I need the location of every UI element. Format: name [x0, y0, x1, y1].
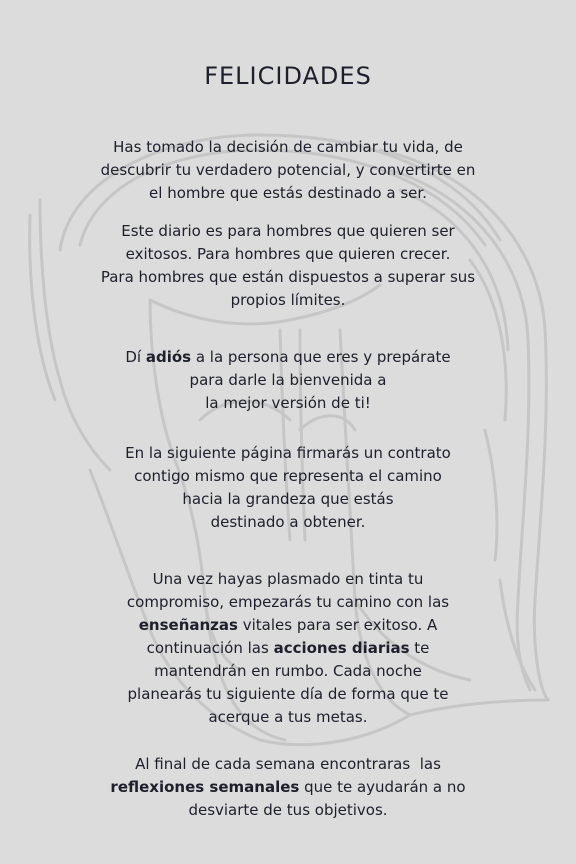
journey-bold: acciones diarias	[273, 639, 410, 657]
intro-paragraph	[60, 136, 516, 205]
weekly-line: desviarte de tus objetivos.	[188, 801, 388, 819]
journey-pre: continuación las	[146, 639, 274, 657]
audience-line: Para hombres que están dispuestos a superar sus	[100, 268, 476, 286]
journey-line: compromiso, empezarás tu camino con las	[126, 593, 450, 611]
contract-line: hacia la grandeza que estás	[182, 490, 394, 508]
contract-line: contigo mismo que representa el camino	[134, 467, 442, 485]
contract-line: En la siguiente página firmarás un contrato	[125, 444, 451, 462]
goodbye-bold: adiós	[145, 348, 192, 366]
weekly-paragraph	[60, 753, 516, 822]
journey-post: te	[409, 639, 430, 657]
audience-line: propios límites.	[230, 291, 346, 309]
intro-line: Has tomado la decisión de cambiar tu vida, de	[113, 138, 463, 156]
audience-line: Este diario es para hombres que quieren ser	[121, 222, 455, 240]
intro-line: el hombre que estás destinado a ser.	[149, 184, 427, 202]
goodbye-line: la mejor versión de ti!	[205, 394, 371, 412]
journey-post: vitales para ser exitoso. A	[237, 616, 438, 634]
goodbye-paragraph	[60, 346, 516, 415]
journey-line: mantendrán en rumbo. Cada noche	[154, 662, 422, 680]
goodbye-post: a la persona que eres y prepárate	[191, 348, 451, 366]
journey-line: Una vez hayas plasmado en tinta tu	[152, 570, 424, 588]
weekly-post: que te ayudarán a no	[299, 778, 466, 796]
weekly-line	[60, 776, 516, 799]
audience-paragraph	[60, 220, 516, 312]
contract-paragraph	[60, 442, 516, 534]
journey-line: planearás tu siguiente día de forma que te	[127, 685, 449, 703]
audience-line: exitosos. Para hombres que quieren crecer.	[125, 245, 451, 263]
weekly-bold: reflexiones semanales	[110, 778, 300, 796]
weekly-line: Al final de cada semana encontraras las	[135, 755, 441, 773]
journey-bold: enseñanzas	[138, 616, 238, 634]
intro-line: descubrir tu verdadero potencial, y convertirte en	[100, 161, 476, 179]
goodbye-line: para darle la bienvenida a	[189, 371, 387, 389]
journey-line	[60, 614, 516, 637]
journey-line	[60, 637, 516, 660]
page-title: FELICIDADES	[204, 62, 372, 90]
journey-paragraph	[60, 568, 516, 729]
journey-line: acerque a tus metas.	[208, 708, 368, 726]
contract-line: destinado a obtener.	[210, 513, 366, 531]
goodbye-pre: Dí	[125, 348, 146, 366]
goodbye-line	[60, 346, 516, 369]
